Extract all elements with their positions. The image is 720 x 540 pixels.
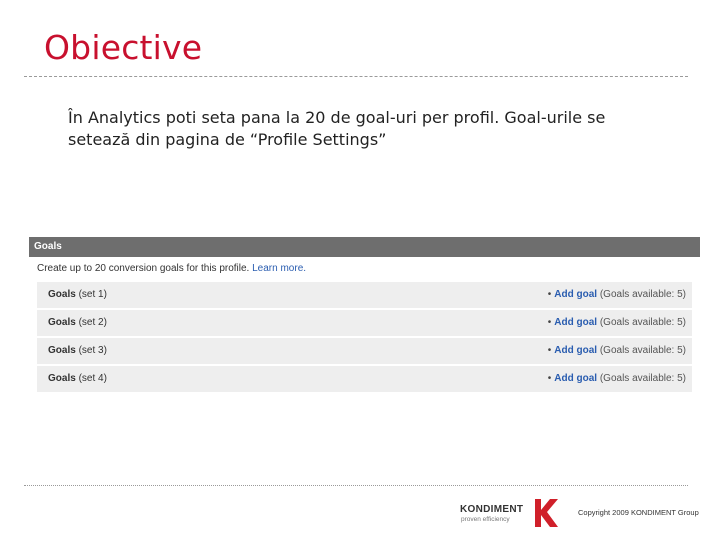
bullet-icon: • [547,289,552,300]
kondiment-k-icon [533,497,559,529]
goal-set-list [37,282,692,392]
goal-set-row-4 [37,366,692,392]
goals-intro [29,257,700,282]
add-goal-link[interactable]: Add goal [554,317,598,328]
bullet-icon: • [547,317,552,328]
goals-available-count: (Goals available: 5) [599,289,686,300]
goal-set-row-1 [37,282,692,308]
logo-tagline: proven efficiency [461,516,510,523]
add-goal-link[interactable]: Add goal [554,373,598,384]
add-goal-group [548,289,686,300]
copyright-text: Copyright 2009 KONDIMENT Group [578,508,699,517]
goal-set-label: Goals (set 2) [48,317,107,328]
goal-set-label: Goals (set 1) [48,289,107,300]
slide-body-text: În Analytics poti seta pana la 20 de goal-uri per profil. Goal-urile se setează din pagina de “Profile Settings” [68,108,606,149]
goals-intro-text: Create up to 20 conversion goals for this profile. [37,263,250,274]
goals-available-count: (Goals available: 5) [599,345,686,356]
goal-set-row-3 [37,338,692,364]
goal-set-label: Goals (set 4) [48,373,107,384]
goals-available-count: (Goals available: 5) [599,317,686,328]
goal-set-label: Goals (set 3) [48,345,107,356]
slide-title: Obiective [44,28,203,67]
goal-set-row-2 [37,310,692,336]
add-goal-group [548,345,686,356]
add-goal-group [548,317,686,328]
kondiment-logo [460,497,560,529]
add-goal-link[interactable]: Add goal [554,345,598,356]
goals-panel-header: Goals [29,237,700,257]
goals-available-count: (Goals available: 5) [599,373,686,384]
goals-panel-screenshot [29,237,700,399]
add-goal-group [548,373,686,384]
bullet-icon: • [547,345,552,356]
top-divider [24,76,688,77]
bullet-icon: • [547,373,552,384]
add-goal-link[interactable]: Add goal [554,289,598,300]
logo-wordmark: KONDIMENT [460,504,524,515]
learn-more-link[interactable]: Learn more. [252,263,307,274]
bottom-divider [24,485,688,486]
